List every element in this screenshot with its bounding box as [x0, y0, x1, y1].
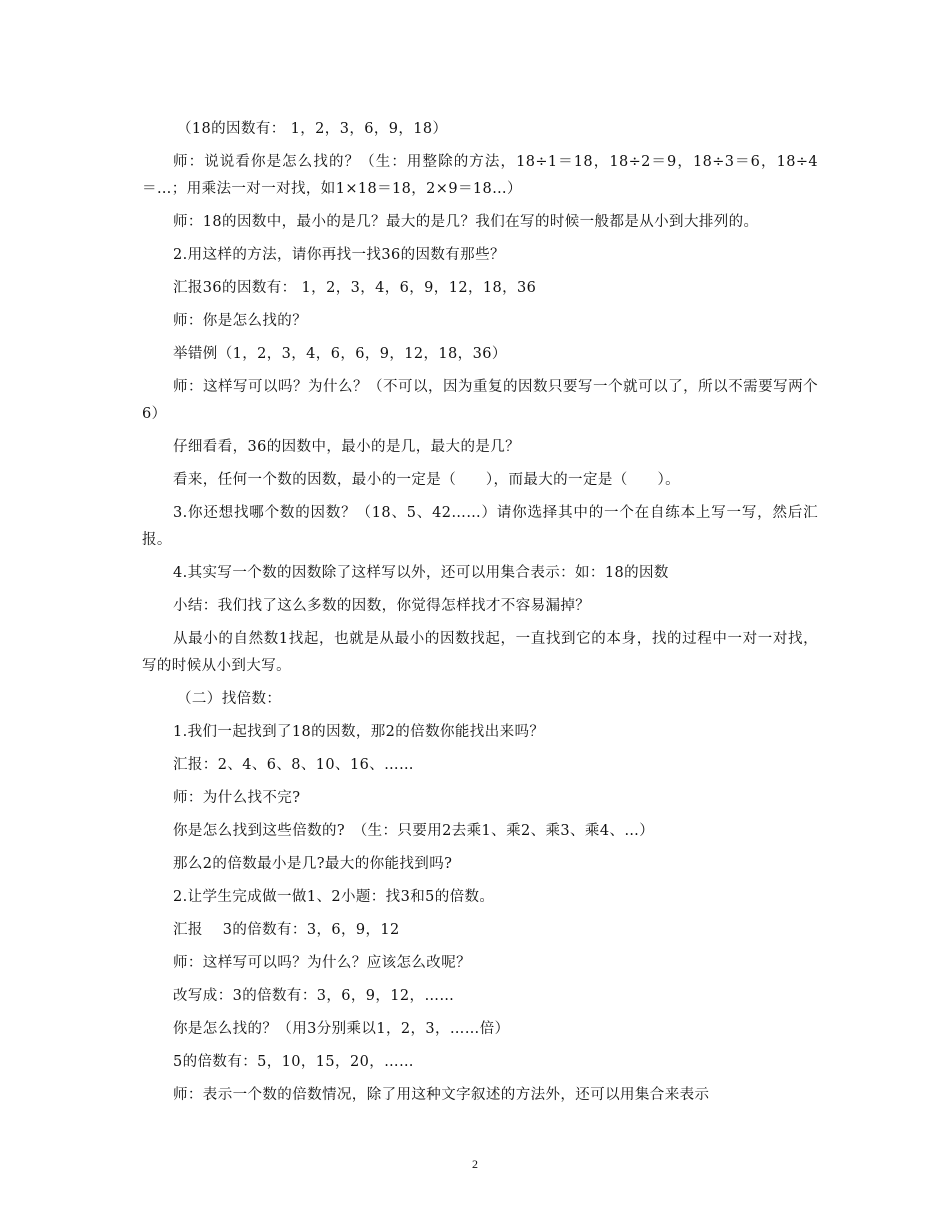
paragraph-report-36: 汇报36的因数有： 1，2，3，4，6，9，12，18，36	[173, 280, 537, 296]
paragraph-rewrite-multiples-3: 改写成：3的倍数有：3，6，9，12，……	[173, 988, 455, 1004]
paragraph-wrong-example: 举错例（1，2，3，4，6，6，9，12，18，36）	[173, 346, 507, 362]
paragraph-summary-answer: 从最小的自然数1找起，也就是从最小的因数找起，一直找到它的本身，找的过程中一对一对找，写的时候从小到大写。	[142, 631, 818, 674]
paragraph-teacher-how-found: 师：说说看你是怎么找的？（生：用整除的方法，18÷1＝18，18÷2＝9，18÷3＝6，18÷4＝…；用乘法一对一对找，如1×18＝18，2×9＝18…）	[142, 154, 818, 197]
paragraph-set-representation: 师：表示一个数的倍数情况，除了用这种文字叙述的方法外，还可以用集合来表示	[173, 1087, 710, 1103]
paragraph-how-found-3: 你是怎么找的？（用3分别乘以1，2，3，……倍）	[173, 1021, 510, 1037]
paragraph-is-it-ok: 师：这样写可以吗？为什么？（不可以，因为重复的因数只要写一个就可以了，所以不需要写两个6）	[142, 379, 818, 422]
paragraph-exercise-3-5: 2.让学生完成做一做1、2小题：找3和5的倍数。	[173, 889, 495, 905]
paragraph-why-endless: 师：为什么找不完?	[173, 790, 301, 806]
paragraph-factors-18: （18的因数有： 1，2，3，6，9，18）	[177, 121, 448, 137]
paragraph-how-found-multiples: 你是怎么找到这些倍数的? （生：只要用2去乘1、乘2、乘3、乘4、…）	[173, 823, 655, 839]
paragraph-report-multiples-3: 汇报 3的倍数有：3，6，9，12	[173, 922, 400, 938]
paragraph-smallest-multiple-2: 那么2的倍数最小是几?最大的你能找到吗?	[173, 856, 453, 872]
paragraph-set-notation: 4.其实写一个数的因数除了这样写以外，还可以用集合表示：如：18的因数	[173, 565, 669, 581]
paragraph-how-to-fix: 师：这样写可以吗？为什么？应该怎么改呢？	[173, 955, 471, 971]
paragraph-how-found-36: 师：你是怎么找的？	[173, 313, 308, 329]
paragraph-choose-number: 3.你还想找哪个数的因数？（18、5、42……）请你选择其中的一个在自练本上写一写，然后汇报。	[142, 505, 818, 548]
section-heading-multiples: （二）找倍数：	[177, 691, 282, 707]
paragraph-summary-question: 小结：我们找了这么多数的因数，你觉得怎样找才不容易漏掉？	[173, 598, 591, 614]
paragraph-multiples-of-2: 1.我们一起找到了18的因数，那2的倍数你能找出来吗？	[173, 724, 545, 740]
paragraph-multiples-5: 5的倍数有：5，10，15，20，……	[173, 1054, 414, 1070]
paragraph-report-multiples-2: 汇报：2、4、6、8、10、16、……	[173, 757, 414, 773]
paragraph-smallest-largest-18: 师：18的因数中，最小的是几？最大的是几？我们在写的时候一般都是从小到大排列的。	[173, 214, 759, 230]
document-body	[142, 116, 818, 1115]
paragraph-smallest-largest-any: 看来，任何一个数的因数，最小的一定是（ ），而最大的一定是（ ）。	[173, 472, 680, 488]
paragraph-look-carefully: 仔细看看，36的因数中，最小的是几，最大的是几？	[173, 439, 521, 455]
page-number: 2	[472, 1157, 478, 1171]
paragraph-find-36: 2.用这样的方法，请你再找一找36的因数有那些？	[173, 247, 505, 263]
